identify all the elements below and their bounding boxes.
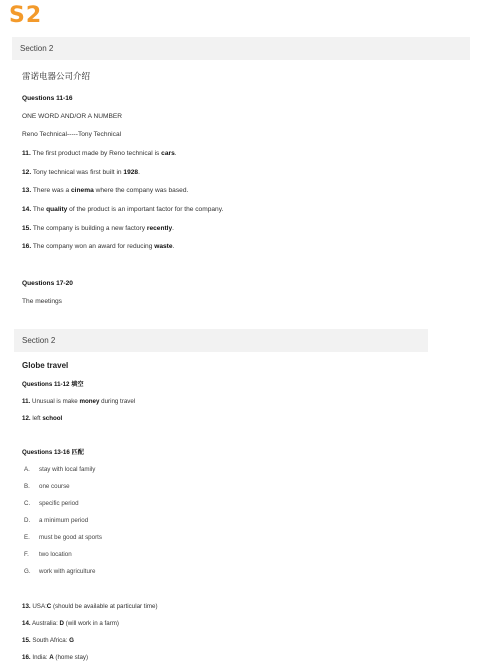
q-text: Unusual is make xyxy=(32,398,80,405)
question-14 xyxy=(22,206,223,214)
option-letter: G. xyxy=(24,568,31,575)
q-num: 14. xyxy=(22,206,32,213)
option-letter: C. xyxy=(24,500,31,507)
q-answer: D xyxy=(59,620,64,627)
q-num: 15. xyxy=(22,225,32,232)
question-15 xyxy=(22,225,174,233)
option-text: must be good at sports xyxy=(39,534,102,541)
option-letter: F. xyxy=(24,551,29,558)
q-answer: A xyxy=(49,654,54,661)
q-text: India: xyxy=(32,654,50,661)
q-answer: school xyxy=(42,415,63,422)
option-text: specific period xyxy=(39,500,79,507)
q-num: 13. xyxy=(22,603,31,610)
option-f xyxy=(24,551,72,558)
q-answer: 1928 xyxy=(123,169,139,176)
q-num: 14. xyxy=(22,620,31,627)
answer-15 xyxy=(22,637,74,645)
question-16 xyxy=(22,243,174,251)
q-answer: cars xyxy=(161,150,175,157)
answer-13 xyxy=(22,603,158,611)
q-answer: money xyxy=(79,398,100,405)
logo: S2 xyxy=(9,3,43,28)
q-text: The company is building a new factory xyxy=(32,225,147,232)
option-a xyxy=(24,466,95,473)
q-num: 11. xyxy=(22,398,31,405)
q-num: 11. xyxy=(22,150,31,157)
option-b xyxy=(24,483,70,490)
q-answer: G xyxy=(69,637,74,644)
option-text: a minimum period xyxy=(39,517,89,524)
q-answer: quality xyxy=(46,206,68,213)
option-d xyxy=(24,517,88,524)
option-text: stay with local family xyxy=(39,466,96,473)
questions-heading: Questions 17-20 xyxy=(22,280,73,287)
q-num: 15. xyxy=(22,637,31,644)
q-text: left xyxy=(32,415,43,422)
q-answer: waste xyxy=(154,243,173,250)
q-num: 12. xyxy=(22,415,31,422)
q-text: South Africa: xyxy=(32,637,70,644)
option-letter: A. xyxy=(24,466,30,473)
q-num: 16. xyxy=(22,654,31,661)
section-title: 雷诺电器公司介绍 xyxy=(22,71,91,81)
q-text: USA: xyxy=(32,603,47,610)
question-12 xyxy=(22,415,62,423)
question-13 xyxy=(22,187,188,195)
option-letter: B. xyxy=(24,483,30,490)
q-text-end: . xyxy=(174,150,177,157)
q-text: Australia: xyxy=(32,620,60,627)
q-text-end: of the product is an important factor for the company. xyxy=(67,206,224,213)
q-text-end: during travel xyxy=(99,398,136,405)
question-11 xyxy=(22,150,177,158)
option-g xyxy=(24,568,95,575)
q-num: 13. xyxy=(22,187,32,194)
q-text-end: (home stay) xyxy=(53,654,89,661)
option-e xyxy=(24,534,102,541)
questions-heading: Questions 11-12 填空 xyxy=(22,381,84,388)
questions-heading: Questions 11-16 xyxy=(22,95,73,102)
answer-14 xyxy=(22,620,119,628)
meetings-text: The meetings xyxy=(22,298,62,305)
q-text-end: . xyxy=(172,225,175,232)
subtitle: Reno Technical-----Tony Technical xyxy=(22,131,122,138)
q-text: The company won an award for reducing xyxy=(32,243,155,250)
section-header: Section 2 xyxy=(12,37,470,60)
answer-16 xyxy=(22,654,88,662)
q-text-end: (will work in a farm) xyxy=(63,620,119,627)
q-num: 12. xyxy=(22,169,32,176)
q-num: 16. xyxy=(22,243,32,250)
q-text: There was a xyxy=(32,187,72,194)
option-c xyxy=(24,500,79,507)
q-answer: C xyxy=(46,603,52,610)
q-answer: recently xyxy=(146,225,173,232)
q-text: The first product made by Reno technical is xyxy=(32,150,162,157)
q-text: Tony technical was first built in xyxy=(32,169,124,176)
option-letter: D. xyxy=(24,517,31,524)
option-text: work with agriculture xyxy=(39,568,96,575)
option-letter: E. xyxy=(24,534,30,541)
section-header: Section 2 xyxy=(14,329,428,352)
q-text: The xyxy=(32,206,47,213)
q-text-end: . xyxy=(172,243,175,250)
q-text-end: (should be available at particular time) xyxy=(51,603,158,610)
q-text-end: where the company was based. xyxy=(93,187,189,194)
option-text: one course xyxy=(39,483,70,490)
q-answer: cinema xyxy=(71,187,94,194)
questions-heading: Questions 13-16 匹配 xyxy=(22,449,84,456)
section-title: Globe travel xyxy=(22,361,69,370)
q-text-end: . xyxy=(138,169,140,176)
question-12 xyxy=(22,169,140,177)
instruction: ONE WORD AND/OR A NUMBER xyxy=(22,113,123,120)
option-text: two location xyxy=(39,551,72,558)
question-11 xyxy=(22,398,135,406)
